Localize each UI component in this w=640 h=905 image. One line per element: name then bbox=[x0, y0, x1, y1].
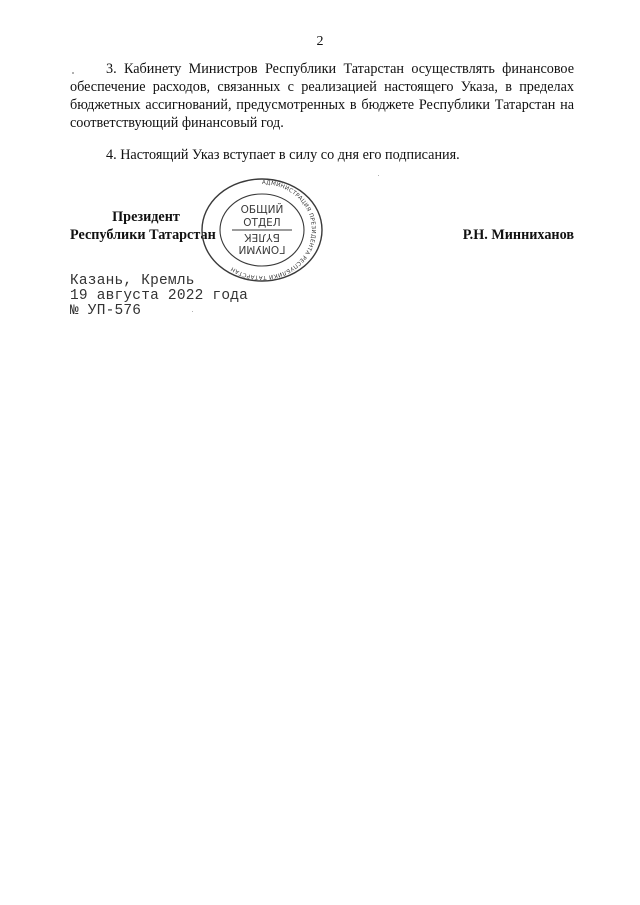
scan-speck bbox=[192, 311, 193, 312]
official-seal bbox=[198, 176, 326, 284]
signer-title-line1: Президент bbox=[112, 209, 180, 225]
page-number: 2 bbox=[316, 34, 324, 49]
paragraph-entry-into-force: 4. Настоящий Указ вступает в силу со дня его подписания. bbox=[106, 147, 460, 163]
svg-text:АДМИНИСТРАЦИЯ ПРЕЗИДЕНТА РЕСПУ: АДМИНИСТРАЦИЯ ПРЕЗИДЕНТА РЕСПУБЛИКИ ТАТАРСТАН bbox=[229, 179, 317, 281]
issue-date: 19 августа 2022 года bbox=[70, 288, 249, 304]
scan-speck bbox=[378, 175, 379, 176]
signer-title-line2: Республики Татарстан bbox=[70, 227, 216, 243]
scan-speck bbox=[72, 72, 74, 74]
decree-number: № УП-576 bbox=[70, 303, 142, 319]
paragraph-financing: 3. Кабинету Министров Республики Татарстан осуществлять финансовое обеспечение расходов, связанных с реализацией настоящего Указа, в пределах бюджетных ассигнований, предусмотренных в бюджете Республики Татарстан на соответствующий финансовый год. bbox=[70, 61, 574, 131]
svg-text:БҮЛЕК: БҮЛЕК bbox=[244, 231, 280, 243]
signer-name: Р.Н. Минниханов bbox=[462, 227, 574, 243]
svg-text:ОБЩИЙ: ОБЩИЙ bbox=[240, 204, 284, 216]
issue-place: Казань, Кремль bbox=[70, 273, 195, 289]
svg-text:ГОМУМИ: ГОМУМИ bbox=[238, 243, 286, 255]
svg-text:ОТДЕЛ: ОТДЕЛ bbox=[243, 217, 281, 229]
